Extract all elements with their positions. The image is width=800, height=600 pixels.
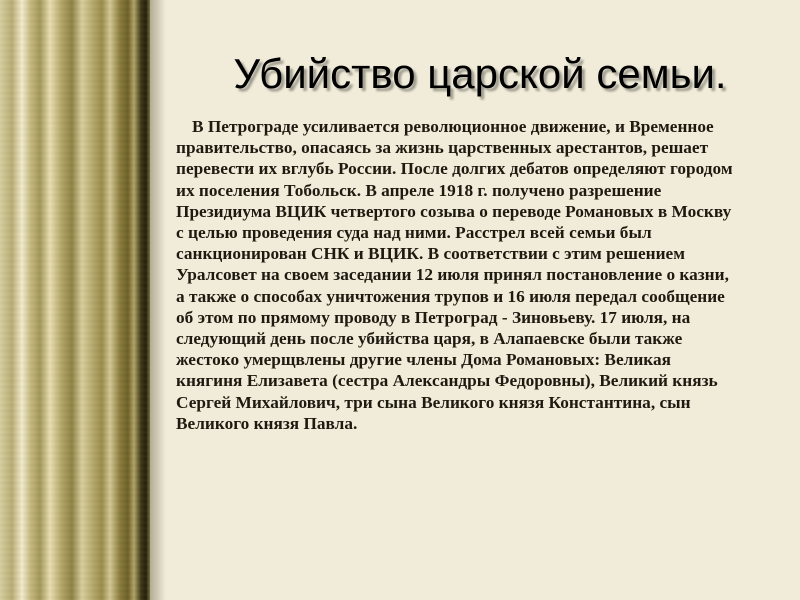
slide-title: Убийство царской семьи.	[233, 50, 727, 97]
slide-body-text: В Петрограде усиливается революционное движение, и Временное правительство, опасаясь за жизнь царственных арестантов, решает перевести их вглубь России. После долгих дебатов определяют городом их поселения Тобольск. В апреле 1918 г. получено разрешение Президиума ВЦИК четвертого созыва о переводе Романовых в Москву с целью проведения суда над ними. Расстрел всей семьи был санкционирован СНК и ВЦИК. В соответствии с этим решением Уралсовет на своем заседании 12 июля принял постановление о казни, а также о способах уничтожения трупов и 16 июля передал сообщение об этом по прямому проводу в Петроград - Зиновьеву. 17 июля, на следующий день после убийства царя, в Алапаевске были также жестоко умерщвлены другие члены Дома Романовых: Великая княгиня Елизавета (сестра Александры Федоровны), Великий князь Сергей Михайлович, три сына Великого князя Константина, сын Великого князя Павла.	[176, 117, 733, 433]
column-shadow	[150, 0, 166, 600]
decorative-gold-column	[0, 0, 150, 600]
